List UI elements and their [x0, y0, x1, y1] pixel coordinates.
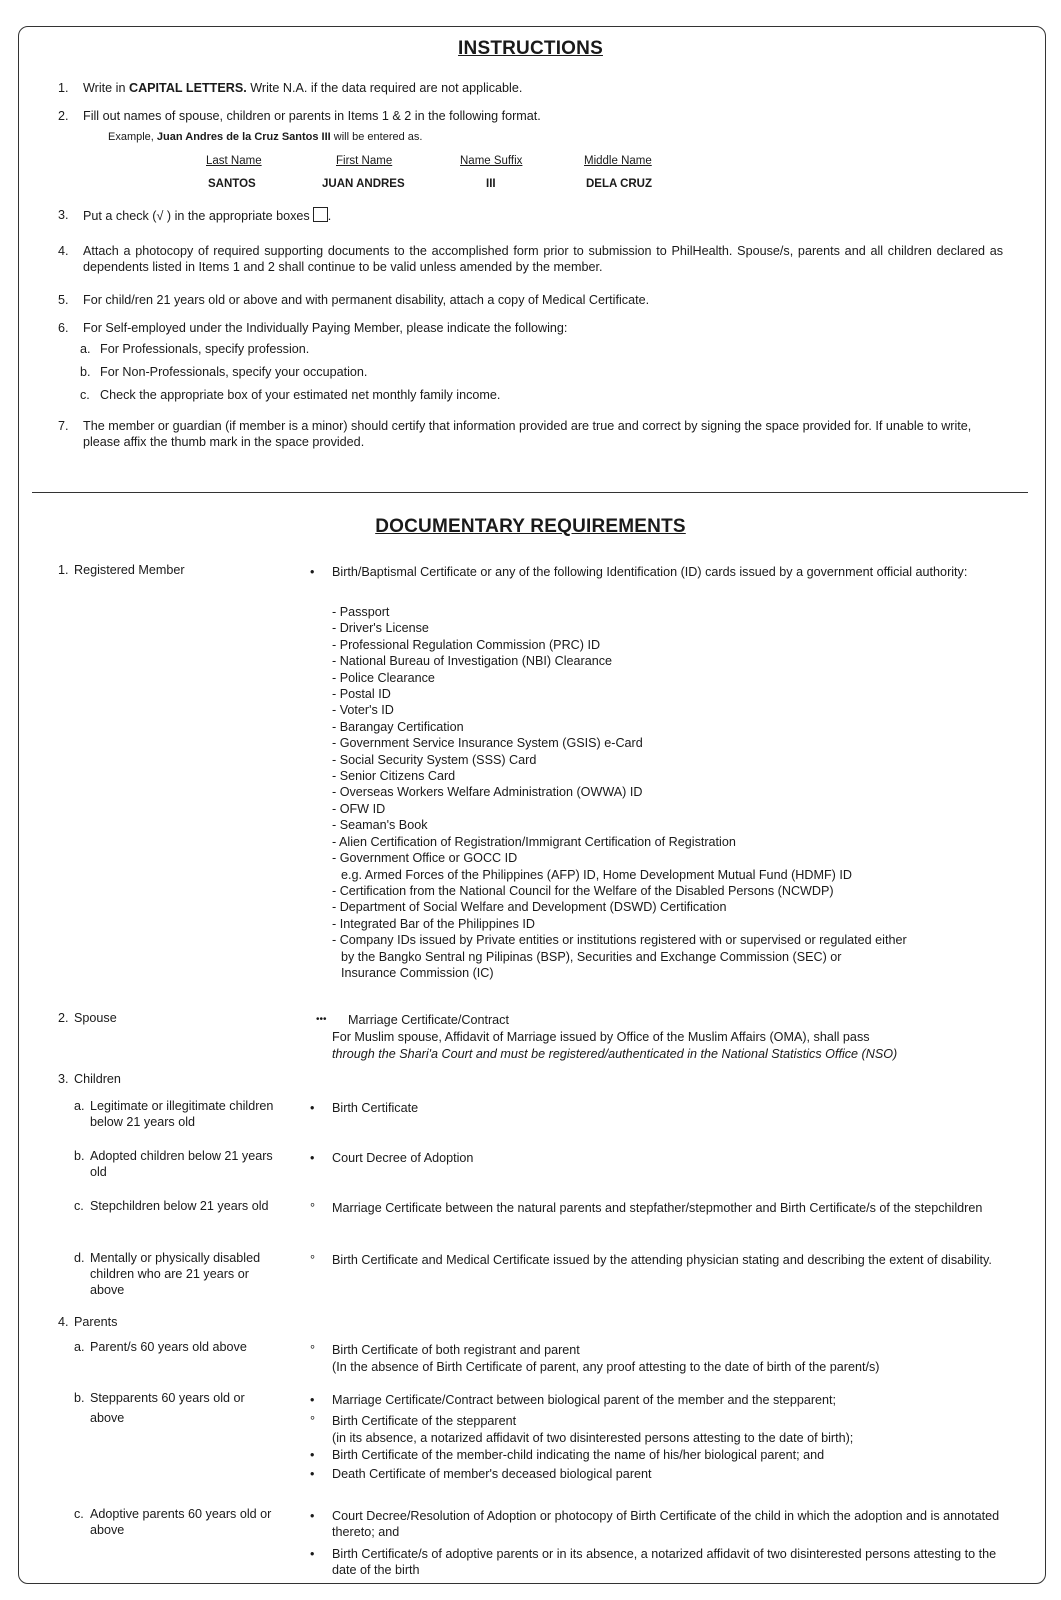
id-list-item-continued: Insurance Commission (IC) [341, 965, 494, 980]
format-value-name-suffix: III [486, 178, 496, 190]
id-list-item: - Voter's ID [332, 703, 394, 718]
id-list-item: - Alien Certification of Registration/Immigrant Certification of Registration [332, 834, 736, 849]
id-list-item: - Police Clearance [332, 670, 435, 685]
requirement-number: 3. [58, 1072, 69, 1086]
instruction-text: Put a check (√ ) in the appropriate boxes [83, 209, 310, 223]
requirement-text: Court Decree of Adoption [332, 1151, 474, 1165]
requirement-text: Death Certificate of member's deceased biological parent [332, 1467, 652, 1481]
bullet-icon: ° [310, 1253, 316, 1267]
bullet-icon: • [310, 1547, 315, 1561]
id-list-item: - Driver's License [332, 621, 429, 636]
sub-item-letter: d. [74, 1251, 85, 1265]
sub-item-letter: b. [74, 1149, 85, 1163]
sub-item-text: For Non-Professionals, specify your occupation. [100, 365, 368, 379]
format-header-name-suffix: Name Suffix [460, 155, 523, 167]
id-list-item: - OFW ID [332, 801, 386, 816]
section-divider [32, 492, 1028, 493]
requirement-text: Birth/Baptismal Certificate or any of the following Identification (ID) cards issued by a government official authority: [332, 565, 968, 579]
requirement-text: Marriage Certificate/Contract between biological parent of the member and the stepparent; [332, 1393, 837, 1407]
requirement-label: Parent/s 60 years old above [90, 1340, 247, 1354]
bullet-icon: • [310, 1393, 315, 1407]
requirement-label: Registered Member [74, 563, 185, 577]
id-list [332, 604, 1012, 981]
requirement-label: Legitimate or illegitimate children below 21 years old [90, 1099, 274, 1129]
sub-item-letter: a. [74, 1099, 85, 1113]
requirement-label: Spouse [74, 1011, 117, 1025]
requirement-text: Birth Certificate of the member-child indicating the name of his/her biological parent; and [332, 1448, 825, 1462]
sub-item-letter: a. [74, 1340, 85, 1354]
requirement-label: Adoptive parents 60 years old or above [90, 1507, 272, 1537]
id-list-item: - Department of Social Welfare and Development (DSWD) Certification [332, 900, 727, 915]
requirement-number: 2. [58, 1011, 69, 1025]
format-value-first-name: JUAN ANDRES [322, 178, 405, 190]
instruction-number: 2. [58, 109, 69, 123]
instruction-number: 3. [58, 208, 69, 222]
example-prefix: Example, [108, 131, 157, 143]
instruction-number: 1. [58, 81, 69, 95]
id-list-item: - Social Security System (SSS) Card [332, 752, 537, 767]
id-list-item: - Government Service Insurance System (GSIS) e-Card [332, 736, 643, 751]
instruction-number: 7. [58, 419, 69, 433]
bullet-icon: • [310, 565, 315, 579]
requirement-text: Birth Certificate of both registrant and parent [332, 1343, 580, 1357]
name-format-example [108, 131, 422, 143]
bullet-icon: • [310, 1151, 315, 1165]
instruction-number: 4. [58, 244, 69, 258]
id-list-item: - Overseas Workers Welfare Administration (OWWA) ID [332, 785, 643, 800]
sub-item-letter: a. [80, 342, 91, 356]
requirement-label: Stepparents 60 years old or above [90, 1391, 245, 1425]
sub-item-letter: b. [80, 365, 91, 379]
format-header-first-name: First Name [336, 155, 393, 167]
requirement-text: through the Shari'a Court and must be registered/authenticated in the National Statistics Office (NSO) [332, 1047, 898, 1061]
bullet-icon: • [310, 1467, 315, 1481]
requirement-text: Birth Certificate of the stepparent [332, 1414, 517, 1428]
instruction-text: For child/ren 21 years old or above and with permanent disability, attach a copy of Medical Certificate. [83, 293, 650, 307]
instruction-text: Write in [83, 81, 129, 95]
instruction-text: The member or guardian (if member is a minor) should certify that information provided are true and correct by signing the space provided for. If unable to write, please affix the thumb mark in the space provided. [83, 419, 972, 449]
requirement-text: Marriage Certificate between the natural parents and stepfather/stepmother and Birth Certificate/s of the stepchildren [332, 1201, 983, 1215]
requirement-number: 1. [58, 563, 69, 577]
id-list-item-continued: by the Bangko Sentral ng Pilipinas (BSP), Securities and Exchange Commission (SEC) or [341, 949, 842, 964]
id-list-item: - Integrated Bar of the Philippines ID [332, 916, 536, 931]
requirement-text: Birth Certificate/s of adoptive parents or in its absence, a notarized affidavit of two disinterested persons attesting to the date of the birth [332, 1547, 997, 1578]
requirement-text: (in its absence, a notarized affidavit of two disinterested persons attesting to the date of birth); [332, 1431, 854, 1445]
example-suffix: will be entered as. [330, 131, 423, 143]
bullet-icon: ° [310, 1201, 316, 1215]
requirement-label: Stepchildren below 21 years old [90, 1199, 269, 1213]
instruction-number: 6. [58, 321, 69, 335]
instruction-number: 5. [58, 293, 69, 307]
id-list-item: - Seaman's Book [332, 818, 428, 833]
requirement-text: Marriage Certificate/Contract [348, 1013, 509, 1027]
sub-item-letter: b. [74, 1391, 85, 1405]
example-name: Juan Andres de la Cruz Santos III [156, 131, 331, 143]
bullet-icon: ° [310, 1343, 316, 1357]
id-list-item: - Professional Regulation Commission (PRC) ID [332, 637, 601, 652]
instruction-text: Fill out names of spouse, children or parents in Items 1 & 2 in the following format. [83, 109, 541, 123]
checkbox-sample [313, 207, 328, 222]
id-list-item: - Senior Citizens Card [332, 769, 456, 784]
id-list-item: - Government Office or GOCC ID [332, 851, 518, 866]
sub-item-letter: c. [80, 388, 90, 402]
instruction-text: Write N.A. if the data required are not applicable. [246, 81, 523, 95]
id-list-item: - Postal ID [332, 687, 391, 702]
requirement-label: Adopted children below 21 years old [90, 1149, 273, 1179]
bullet-icon: • [310, 1448, 315, 1462]
id-list-item-example: e.g. Armed Forces of the Philippines (AFP) ID, Home Development Mutual Fund (HDMF) ID [341, 867, 852, 882]
id-list-item: - Barangay Certification [332, 719, 464, 734]
requirement-label: Mentally or physically disabled children who are 21 years or above [90, 1251, 261, 1297]
sub-item-text: Check the appropriate box of your estimated net monthly family income. [100, 388, 501, 402]
instruction-text: For Self-employed under the Individually Paying Member, please indicate the following: [83, 321, 568, 335]
sub-item-letter: c. [74, 1199, 84, 1213]
instruction-bold-text: CAPITAL LETTERS. [128, 81, 247, 95]
id-list-item: - Passport [332, 605, 390, 619]
bullet-icon: ° [310, 1414, 316, 1428]
requirement-label: Parents [74, 1315, 118, 1329]
format-header-last-name: Last Name [206, 155, 262, 167]
bullet-icon: ••• [316, 1014, 327, 1025]
sub-item-letter: c. [74, 1507, 84, 1521]
id-list-item: - Company IDs issued by Private entities or institutions registered with or supervised or regulated either [332, 933, 907, 948]
requirements-heading: DOCUMENTARY REQUIREMENTS [375, 516, 686, 537]
id-list-item: - National Bureau of Investigation (NBI) Clearance [332, 654, 613, 669]
format-value-last-name: SANTOS [208, 178, 256, 190]
requirement-number: 4. [58, 1315, 69, 1329]
instruction-text: Attach a photocopy of required supporting documents to the accomplished form prior to submission to PhilHealth. Spouse/s, parents and all children declared as dependents listed in Items 1 and 2 shall continue to be valid unless amended by the member. [83, 244, 1003, 274]
format-value-middle-name: DELA CRUZ [586, 178, 653, 190]
requirement-text: Birth Certificate [332, 1101, 419, 1115]
format-header-middle-name: Middle Name [584, 155, 652, 167]
bullet-icon: • [310, 1101, 315, 1115]
requirement-text: Court Decree/Resolution of Adoption or photocopy of Birth Certificate of the child in which the adoption and is annotated thereto; and [332, 1509, 1000, 1540]
requirement-label: Children [74, 1072, 121, 1086]
sub-item-text: For Professionals, specify profession. [100, 342, 310, 356]
bullet-icon: • [310, 1509, 315, 1523]
id-list-item: - Certification from the National Council for the Welfare of the Disabled Persons (NCWDP) [332, 883, 834, 898]
requirement-text: For Muslim spouse, Affidavit of Marriage issued by Office of the Muslim Affairs (OMA), shall pass [332, 1030, 870, 1044]
instructions-heading: INSTRUCTIONS [458, 38, 603, 59]
requirement-text: Birth Certificate and Medical Certificate issued by the attending physician stating and describing the extent of disability. [332, 1253, 992, 1267]
requirement-text: (In the absence of Birth Certificate of parent, any proof attesting to the date of birth of the parent/s) [332, 1360, 880, 1374]
